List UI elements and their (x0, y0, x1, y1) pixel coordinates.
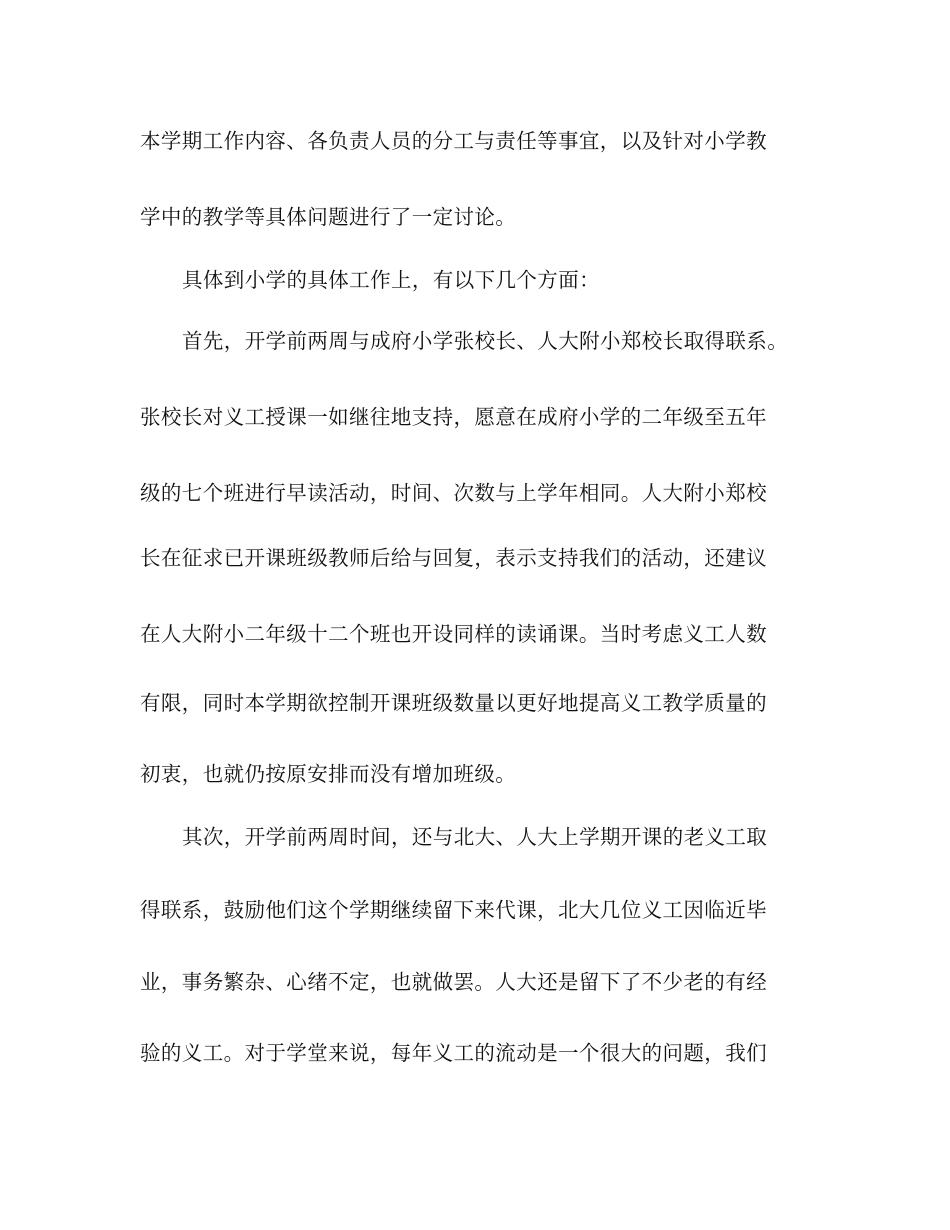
text-line: 业，事务繁杂、心绪不定，也就做罢。人大还是留下了不少老的有经 (140, 970, 767, 994)
text-line: 验的义工。对于学堂来说，每年义工的流动是一个很大的问题，我们 (140, 1041, 767, 1065)
paragraph-first-line: 具体到小学的具体工作上，有以下几个方面： (182, 268, 600, 292)
text-line: 有限，同时本学期欲控制开课班级数量以更好地提高义工教学质量的 (140, 691, 767, 715)
paragraph-first-line: 首先，开学前两周与成府小学张校长、人大附小郑校长取得联系。 (182, 329, 789, 353)
text-line: 在人大附小二年级十二个班也开设同样的读诵课。当时考虑义工人数 (140, 622, 767, 646)
text-line: 级的七个班进行早读活动，时间、次数与上学年相同。人大附小郑校 (140, 481, 767, 505)
text-line: 张校长对义工授课一如继往地支持，愿意在成府小学的二年级至五年 (140, 405, 767, 429)
text-line: 长在征求已开课班级教师后给与回复，表示支持我们的活动，还建议 (140, 546, 767, 570)
text-line: 本学期工作内容、各负责人员的分工与责任等事宜，以及针对小学教 (140, 129, 767, 153)
text-line: 学中的教学等具体问题进行了一定讨论。 (140, 205, 517, 229)
paragraph-first-line: 其次，开学前两周时间，还与北大、人大上学期开课的老义工取 (182, 825, 768, 849)
text-line: 初衷，也就仍按原安排而没有增加班级。 (140, 762, 517, 786)
text-line: 得联系，鼓励他们这个学期继续留下来代课，北大几位义工因临近毕 (140, 898, 767, 922)
